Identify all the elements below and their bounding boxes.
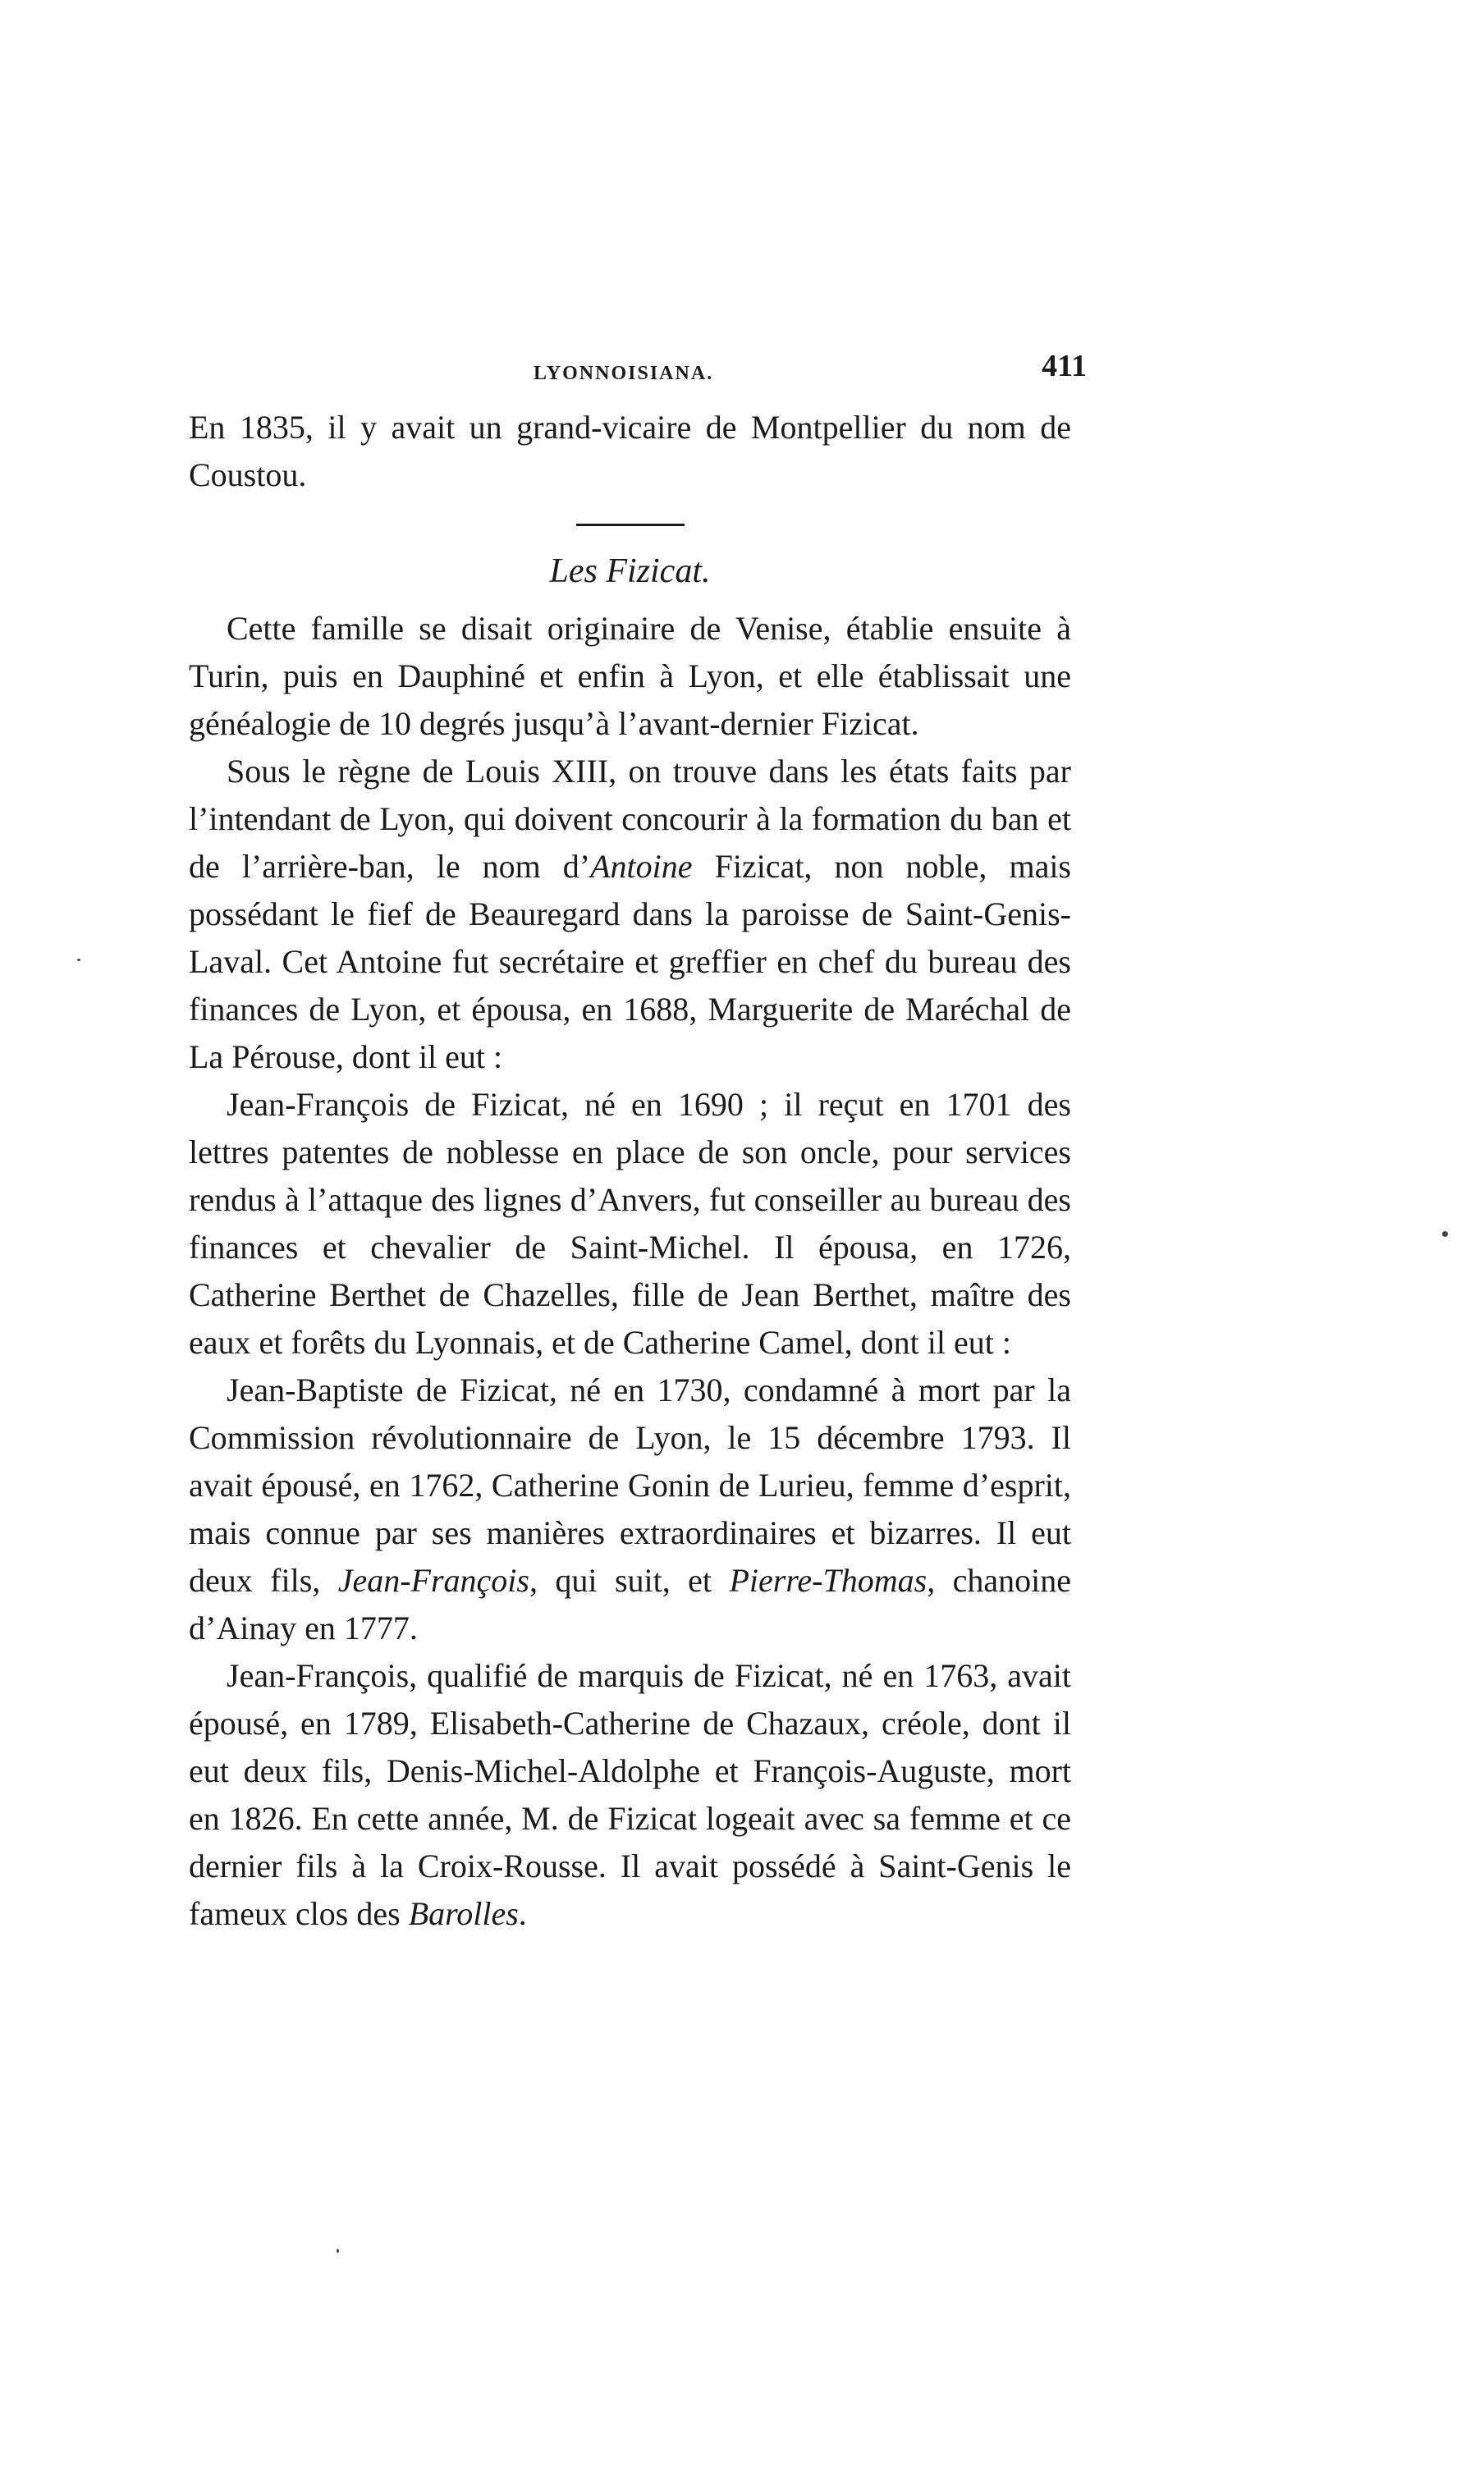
section-divider [576,524,685,526]
paragraph-jean-francois-text-2: . [518,1895,527,1932]
paragraph-antoine-text-1: Sous le règne de Louis XIII, on trouve dans les états faits par l’intendant de Lyon, qui doivent concourir à la formation du ban et de l’arrière-ban, le nom d’ [189,753,1071,885]
intro-paragraph: En 1835, il y avait un grand-vicaire de Montpellier du nom de Coustou. [189,409,1071,493]
paragraph-jean-baptiste-italic-2: Pierre-Thomas [729,1562,928,1599]
paragraph-jean-baptiste [189,1367,1071,1652]
paragraph-antoine [189,748,1071,1081]
paragraph-jean-francois-1763 [189,1652,1071,1938]
paragraph-jean-baptiste-text-3: , chanoine d’Ainay en 1777. [189,1562,1072,1646]
running-header [189,348,1108,397]
paragraph-jean-francois-1690: Jean-François de Fizicat, né en 1690 ; il reçut en 1701 des lettres patentes de noblesse en place de son oncle, pour services rendus à l’attaque des lignes d’Anvers, fut conseiller au bureau des finances et chevalier de Saint-Michel. Il épousa, en 1726, Catherine Berthet de Chazelles, fille de Jean Berthet, maître des eaux et forêts du Lyonnais, et de Catherine Camel, dont il eut : [189,1086,1071,1361]
paragraph-jean-baptiste-text-2: , qui suit, et [529,1562,730,1599]
paper-speck [77,959,80,961]
body-text [189,404,1071,1938]
page-number: 411 [1042,349,1087,383]
paragraph-antoine-italic: Antoine [590,848,693,885]
paragraph-antoine-text-2: Fizicat, non noble, mais possédant le fief de Beauregard dans la paroisse de Saint-Genis-Laval. Cet Antoine fut secrétaire et greffier en chef du bureau des finances de Lyon, et épousa, en 1688, Marguerite de Maréchal de La Pérouse, dont il eut : [189,848,1071,1075]
paper-speck [337,2249,339,2253]
paragraph-jean-francois-text-1: Jean-François, qualifié de marquis de Fizicat, né en 1763, avait épousé, en 1789, Elisabeth-Catherine de Chazaux, créole, dont il eut deux fils, Denis-Michel-Aldolphe et François-Auguste, mort en 1826. En cette année, M. de Fizicat logeait avec sa femme et ce dernier fils à la Croix-Rousse. Il avait possédé à Saint-Genis le fameux clos des [189,1657,1071,1932]
paragraph-jean-francois-italic: Barolles [408,1895,519,1932]
paper-speck [1442,1231,1448,1237]
paragraph-jean-baptiste-italic-1: Jean-François [337,1562,529,1599]
paragraph-jean-baptiste-text-1: Jean-Baptiste de Fizicat, né en 1730, condamné à mort par la Commission révolutionnaire de Lyon, le 15 décembre 1793. Il avait épousé, en 1762, Catherine Gonin de Lurieu, femme d’esprit, mais connue par ses manières extraordinaires et bizarres. Il eut deux fils, [189,1371,1071,1599]
section-title: Les Fizicat. [549,552,711,590]
paragraph-origin: Cette famille se disait originaire de Venise, établie ensuite à Turin, puis en Dauphiné et enfin à Lyon, et elle établissait une généalogie de 10 degrés jusqu’à l’avant-dernier Fizicat. [189,610,1071,742]
running-title: LYONNOISIANA. [534,363,714,384]
